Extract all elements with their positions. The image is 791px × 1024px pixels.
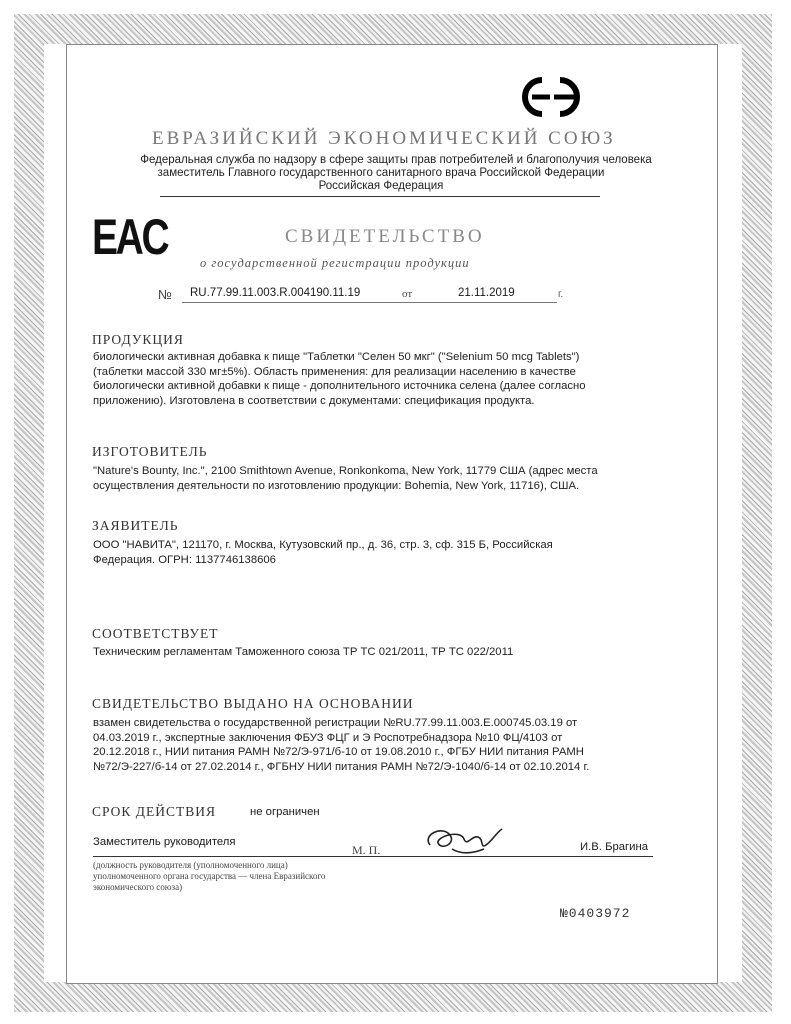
role-underline (93, 856, 653, 857)
product-line: биологически активная добавка к пище "Таблетки "Селен 50 мкг" ("Selenium 50 mcg Tablets") (93, 351, 580, 363)
product-heading: ПРОДУКЦИЯ (92, 332, 184, 347)
applicant-text (93, 538, 693, 567)
header-line-3: Российская Федерация (318, 180, 444, 192)
manufacturer-line: осуществления деятельности по изготовлению продукции: Bohemia, New York, 11716), США. (93, 479, 580, 492)
applicant-line: ООО "НАВИТА", 121170, г. Москва, Кутузовский пр., д. 36, стр. 3, сф. 315 Б, Российская (93, 539, 553, 551)
stamp-place: М. П. (352, 843, 381, 857)
certificate-title: СВИДЕТЕЛЬСТВО (285, 226, 485, 247)
basis-line: взамен свидетельства о государственной регистрации №RU.77.99.11.003.E.000745.03.19 от (93, 717, 578, 729)
serial-number: №0403972 (560, 906, 631, 921)
conforms-heading: СООТВЕТСТВУЕТ (92, 626, 219, 641)
conforms-text (93, 645, 693, 660)
validity-heading: СРОК ДЕЙСТВИЯ (92, 804, 217, 819)
signatory-name: И.В. Брагина (580, 841, 649, 853)
union-title: ЕВРАЗИЙСКИЙ ЭКОНОМИЧЕСКИЙ СОЮЗ (152, 128, 616, 149)
date-from-label: от (402, 288, 413, 300)
signatory-role: Заместитель руководителя (93, 836, 236, 848)
certificate-date: 21.11.2019 (458, 287, 515, 299)
manufacturer-text (93, 464, 693, 493)
number-prefix: № (158, 287, 172, 302)
number-underline (182, 302, 557, 303)
eac-mark: EAC (92, 209, 168, 265)
product-line: биологически активной добавки к пище - дополнительного источника селена (далее согласно (93, 380, 586, 392)
applicant-heading: ЗАЯВИТЕЛЬ (92, 518, 179, 533)
product-line: приложению). Изготовлена в соответствии с документами: спецификация продукта. (93, 394, 535, 407)
certificate-subtitle: о государственной регистрации продукции (200, 256, 470, 270)
header-line-1: Федеральная служба по надзору в сфере защиты прав потребителей и благополучия человека (140, 154, 652, 166)
applicant-line: Федерация. ОГРН: 1137746138606 (93, 553, 276, 566)
validity-value: не ограничен (250, 806, 320, 818)
handwritten-signature (412, 815, 512, 865)
signature-caption: (должность руководителя (уполномоченного лица) уполномоченного органа государства — члена Евразийского экономического союза) (93, 860, 326, 892)
basis-line: 04.03.2019 г., экспертные заключения ФБУЗ ФЦГ и Э Роспотребнадзора №10 ФЦ/4103 от (93, 731, 563, 744)
certificate-number: RU.77.99.11.003.R.004190.11.19 (190, 287, 361, 299)
basis-line: №72/Э-227/б-14 от 27.02.2014 г., ФГБНУ НИИ питания РАМН №72/Э-1040/б-14 от 02.10.2014 г. (93, 760, 590, 773)
manufacturer-heading: ИЗГОТОВИТЕЛЬ (92, 444, 208, 459)
manufacturer-line: "Nature's Bounty, Inc.", 2100 Smithtown Avenue, Ronkonkoma, New York, 11779 США (адрес места (93, 465, 598, 477)
basis-line: 20.12.2018 г., НИИ питания РАМН №72/Э-971/б-10 от 19.08.2010 г., ФГБУ НИИ питания РАМН (93, 746, 584, 758)
conforms-line: Техническим регламентам Таможенного союза ТР ТС 021/2011, ТР ТС 022/2011 (93, 646, 514, 658)
product-line: (таблетки массой 330 мг±5%). Область применения: для реализации населению в качестве (93, 365, 576, 378)
product-text (93, 350, 693, 408)
year-suffix: г. (558, 289, 564, 300)
header-divider (160, 196, 600, 197)
basis-text (93, 716, 693, 774)
header-line-2: заместитель Главного государственного санитарного врача Российской Федерации (157, 167, 605, 179)
customs-union-logo-icon (520, 74, 582, 120)
basis-heading: СВИДЕТЕЛЬСТВО ВЫДАНО НА ОСНОВАНИИ (92, 696, 414, 711)
